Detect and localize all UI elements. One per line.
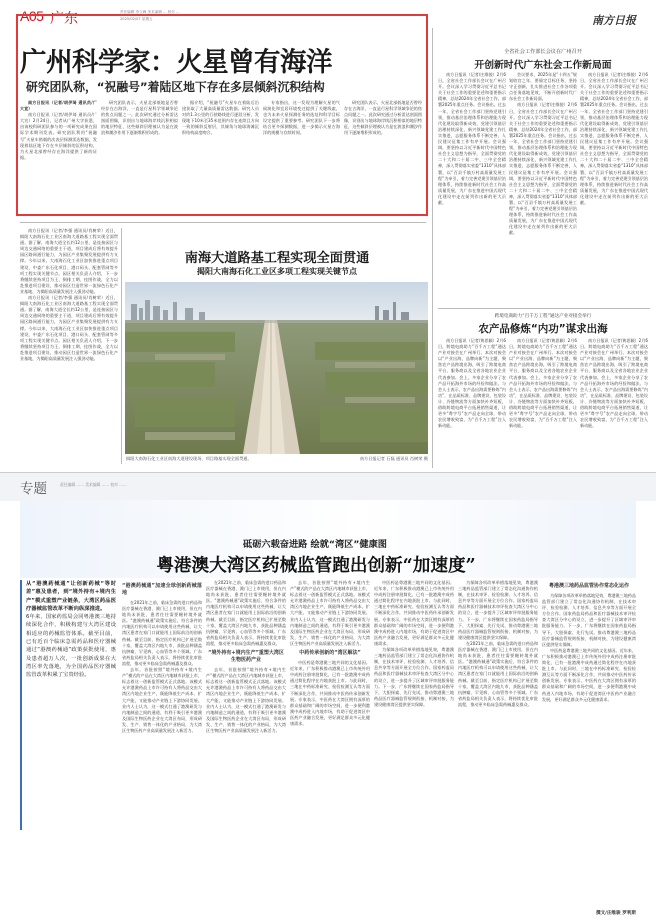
top-story-col-2 [101, 100, 178, 210]
top-story-subhead: 研究团队称，“祝融号”着陆区地下存在多层倾斜沉积结构 [26, 80, 325, 94]
top-story-bottom-rule [20, 222, 426, 223]
right-story-col-3 [580, 72, 648, 304]
photo-story-divider [121, 228, 122, 464]
feature-col-1 [122, 580, 202, 910]
right-story-body-3: 南方日报讯（记者/庄维骏）2月6日，全省社会工作部长会议在广州召开。会议深入学习贯彻习近平总书记关于社会工作的重要论述和重要指示精神，总结2024年全省社会工作，部署2025年重点任务。会议指出，过去一年，全省社会工作部门坚持党建引领，推动基层治理体系和治理能力现代化建设取得新成效，党建引领基层治理持续深化，新兴领域党建工作扎实推进，志愿服务体系不断完善，人民建议征集工作有序开展。会议强调，要坚持以习近平新时代中国特色社会主义思想为指导，全面贯彻党的二十大和二十届二中、三中全会精神，深入贯彻落实省委“1310”具体部署，以“百县千镇万村高质量发展工程”为牵引，着力完善党建引领基层治理体系，持续推进新时代社会工作高质量发展，为广东在推进中国式现代化建设中走在前列作出新的更大贡献。 [509, 102, 577, 236]
top-story-body-1-cont: 研究团队表示，火星北部低地是否曾经存在古海洋，一直是行星科学领域争论的焦点问题之一。此次研究通过分析雷达剖面图像，识别出与地球海岸线沉积相似的地层特征，这些倾斜层理被认为是在波浪和潮汐作用下逐渐堆积形成的。 [344, 100, 422, 136]
column-divider [432, 28, 433, 468]
feature-col-body-6b: 中医药是粤港澳三地共同的文化基因。近年来，广东积极推动港澳已上市传统外用中成药注册审批简化，已有一批港澳中成药通过简化程序在内地获批上市。与此同时，三地在中药标准研究、检验检测互认等方面不断深化合作，共同推动中医药传承创新发展。专家表示，中医药在大湾区拥有深厚的群众基础和广阔的市场空间，进一步便利港澳中成药进入内地市场，有助于促进湾区中医药产业融合发展，更好满足群众多元化健康需求。 [542, 647, 636, 702]
page-date: 2025/02/07 星期五 [120, 17, 153, 21]
feature-col-4 [374, 580, 454, 910]
feature-section-label: 专题 [20, 481, 47, 497]
page-code: A05 [20, 8, 44, 24]
top-story-col-3 [182, 100, 259, 210]
feature-sub-2: “境外持有+境内生产”重塑大湾区生物医药产业 [208, 650, 284, 664]
right-story2-col-2 [509, 338, 577, 466]
right-story-body: 南方日报讯（记者/庄维骏）2月6日，全省社会工作部长会议在广州召开。会议深入学习贯彻习近平总书记关于社会工作的重要论述和重要指示精神，总结2024年全省社会工作，部署2025年重点任务。会议指出，过去一年，全省社会工作部门坚持党建引领，推动基层治理体系和治理能力现代化建设取得新成效，党建引领基层治理持续深化，新兴领域党建工作扎实推进，志愿服务体系不断完善，人民建议征集工作有序开展。会议强调，要坚持以习近平新时代中国特色社会主义思想为指导，全面贯彻党的二十大和二十届二中、三中全会精神，深入贯彻落实省委“1310”具体部署，以“百县千镇万村高质量发展工程”为牵引，着力完善党建引领基层治理体系，持续推进新时代社会工作高质量发展，为广东在推进中国式现代化建设中走在前列作出新的更大贡献。 [438, 72, 506, 205]
right-story2-body-2: 南方日报讯（记者/黄思颖）2月6日，跨境电商助力“百千万工程”通达产业对接会在广州举行。本次对接会以“产业出海，品牌向新”为主题，聚焦农产品跨境出海，吸引了跨境电商平台、服务商以及全省各地农业企业代表参加。会上，多家企业分享了农产品开拓海外市场的经验和做法。与会人士表示，农产品出海需要修炼“内功”，在品质标准、品牌建设、包装设计、冷链物流等方面加快补齐短板，借助跨境电商平台拓展销售渠道，让更多“粤字号”农产品走向全球，带动农民增收致富，为“百千万工程”注入新动能。 [509, 338, 577, 429]
feature-col-body-2b: 去年，首批按照“境外持有+境内生产”模式的产品在大湾区内地城市获批上市，标志着这一创新监管模式正式落地。该模式允许港澳药品上市许可持有人将药品交由大湾区内地企业生产，既能降低生产成本、扩大产能，又能推动产业链上下游协同发展。业内人士认为，这一模式打通了港澳研发与内地制造之间的通道，有利于吸引更多港澳及国际生物医药企业在大湾区布局，形成研发、生产、销售一体化的产业格局，为大湾区生物医药产业高质量发展注入新活力。 [206, 667, 286, 733]
feature-col-2 [206, 580, 286, 910]
top-story-body-1: 南方日报讯（记者/胡伊琦 通讯员/广大宣）2月24日，记者从广州大学获悉，由该校科研团队参与的一项研究成果在国际学术期刊发表。研究团队利用“祝融号”火星车搭载的次表层探测雷达数据，发现着陆区地下存在多层倾斜的沉积结构，为火星北部曾经存在海洋提供了新的证据。 [20, 112, 97, 160]
feature-col-body-5: 为保障各项改革举措落地见效，粤港澳三地药品监管部门建立了常态化沟通协作机制，在技术审评、检验检测、人才培养、信息共享等方面开展全方位合作。国家药监局药品和医疗器械技术审评检查大湾区分中心的设立，进一步提升了区域审评审批服务能力。下一步，广东将继续在国家药监局指导下，大胆探索、先行先试，推动粤港澳三地药品医疗器械监管规则衔接、机制对接，为建设健康湾区提供坚实保障。 [458, 580, 538, 640]
photo-story-left-body: 南方日报讯（记者/李强 通讯员/肖树荣）近日，揭阳大南海石化工业区南海大道路基工程实现全面贯通。据了解，南海大道全长约12公里，是连接园区与周边交通网络的重要主干道，项目建成后将有效提升园区路网通行能力，为园区产业集聚发展提供有力支撑。今年以来，大南海石化工业区加快推进重点项目建设，中委广东石化项目、港口码头、配套管网等多项工程实现关键节点。园区相关负责人介绍，下一步将继续坚持项目为王，倒排工期、挂图作战，全力以赴推进项目建设，推动园区打造世界一流绿色石化产业基地，为揭阳高质量发展注入强劲动能。 [20, 228, 118, 294]
photo-story-headline: 南海大道路基工程实现全面贯通 [184, 251, 370, 266]
feature-sub-4: 粤港澳三地药品监管协作常态化运作 [548, 583, 629, 589]
feature-col-body-4: 中医药是粤港澳三地共同的文化基因。近年来，广东积极推动港澳已上市传统外用中成药注册审批简化，已有一批港澳中成药通过简化程序在内地获批上市。与此同时，三地在中药标准研究、检验检测互认等方面不断深化合作，共同推动中医药传承创新发展。专家表示，中医药在大湾区拥有深厚的群众基础和广阔的市场空间，进一步便利港澳中成药进入内地市场，有助于促进湾区中医药产业融合发展，更好满足群众多元化健康需求。 [374, 580, 454, 646]
top-story-body-2: 研究团队表示，火星北部低地是否曾经存在古海洋，一直是行星科学领域争论的焦点问题之一。此次研究通过分析雷达剖面图像，识别出与地球海岸线沉积相似的地层特征，这些倾斜层理被认为是在波浪和潮汐作用下逐渐堆积形成的。 [101, 100, 178, 136]
feature-col-body-6: 为保障各项改革举措落地见效，粤港澳三地药品监管部门建立了常态化沟通协作机制，在技术审评、检验检测、人才培养、信息共享等方面开展全方位合作。国家药监局药品和医疗器械技术审评检查大湾区分中心的设立，进一步提升了区域审评审批服务能力。下一步，广东将继续在国家药监局指导下，大胆探索、先行先试，推动粤港澳三地药品医疗器械监管规则衔接、机制对接，为建设健康湾区提供坚实保障。 [542, 593, 636, 647]
right-story2-body-3: 南方日报讯（记者/黄思颖）2月6日，跨境电商助力“百千万工程”通达产业对接会在广州举行。本次对接会以“产业出海，品牌向新”为主题，聚焦农产品跨境出海，吸引了跨境电商平台、服务商以及全省各地农业企业代表参加。会上，多家企业分享了农产品开拓海外市场的经验和做法。与会人士表示，农产品出海需要修炼“内功”，在品质标准、品牌建设、包装设计、冷链物流等方面加快补齐短板，借助跨境电商平台拓展销售渠道，让更多“粤字号”农产品走向全球，带动农民增收致富，为“百千万工程”注入新动能。 [580, 338, 648, 429]
right-story2-headline: 农产品修炼“内功”谋求出海 [478, 323, 608, 335]
feature-col-body-4b: 为保障各项改革举措落地见效，粤港澳三地药品监管部门建立了常态化沟通协作机制，在技术审评、检验检测、人才培养、信息共享等方面开展全方位合作。国家药监局药品和医疗器械技术审评检查大湾区分中心的设立，进一步提升了区域审评审批服务能力。下一步，广东将继续在国家药监局指导下，大胆探索、先行先试，推动粤港澳三地药品医疗器械监管规则衔接、机制对接，为建设健康湾区提供坚实保障。 [374, 647, 454, 707]
right-story-body-4: 南方日报讯（记者/庄维骏）2月6日，全省社会工作部长会议在广州召开。会议深入学习贯彻习近平总书记关于社会工作的重要论述和重要指示精神，总结2024年全省社会工作，部署2025年重点任务。会议指出，过去一年，全省社会工作部门坚持党建引领，推动基层治理体系和治理能力现代化建设取得新成效，党建引领基层治理持续深化，新兴领域党建工作扎实推进，志愿服务体系不断完善，人民建议征集工作有序开展。会议强调，要坚持以习近平新时代中国特色社会主义思想为指导，全面贯彻党的二十大和二十届二中、三中全会精神，深入贯彻落实省委“1310”具体部署，以“百县千镇万村高质量发展工程”为牵引，着力完善党建引领基层治理体系，持续推进新时代社会工作高质量发展，为广东在推进中国式现代化建设中走在前列作出新的更大贡献。 [580, 72, 648, 205]
photo-credit: 南方日报记者 石磊 通讯员 肖树荣 摄 [359, 456, 428, 461]
photo-story-left-col [20, 228, 118, 466]
feature-sub-3: 中药传承创新的“湾区解法” [299, 650, 361, 657]
feature-kicker: 砥砺六载奋进路 绘就“湾区”健康图 [243, 539, 387, 550]
right-story-kicker: 全省社会工作部长会议在广州召开 [504, 49, 582, 55]
top-story-body-4: 专家指出，这一发现为理解火星的气候演化和宜居环境变迁提供了关键线索，也为未来火星探测任务的选址和科学目标设定提供了重要参考。研究团队下一步将结合更多探测数据，进一步揭示火星古海洋的规模与存续时间。 [263, 100, 340, 136]
feature-intro-box [20, 580, 116, 830]
feature-headline: 粤港澳大湾区药械监管跑出创新“加速度” [156, 555, 476, 576]
feature-col-body-1b: 去年，首批按照“境外持有+境内生产”模式的产品在大湾区内地城市获批上市，标志着这一创新监管模式正式落地。该模式允许港澳药品上市许可持有人将药品交由大湾区内地企业生产，既能降低生产成本、扩大产能，又能推动产业链上下游协同发展。业内人士认为，这一模式打通了港澳研发与内地制造之间的通道，有利于吸引更多港澳及国际生物医药企业在大湾区布局，形成研发、生产、销售一体化的产业格局，为大湾区生物医药产业高质量发展注入新活力。 [122, 667, 202, 733]
feature-intro-body: 6年来，国家药监局会同粤港澳三地持续深化合作，积极构建与大湾区建设相适应的药械监管体系。截至目前，已有近百个临床急需药品和医疗器械通过“港澳药械通”政策获批使用，惠及患者超万人次，一批创新成果在大湾区率先落地，为全国药品医疗器械监管改革积累了宝贵经验。 [26, 614, 116, 679]
photo-caption: 揭阳大南海石化工业区南海大道建设现场，项目路基实现全面贯通。 [126, 456, 252, 461]
feature-col-3 [290, 580, 370, 910]
page-section: 广东 [50, 11, 78, 27]
road-construction-photo [125, 282, 428, 454]
newspaper-logo: 南方日报 [592, 14, 636, 27]
top-story-byline: 南方日报讯（记者/胡伊琦 通讯员/广大宣） [20, 100, 97, 112]
right-story2-kicker: 跨境电商助力“百千万工程”通达产业对接会举行 [494, 314, 592, 319]
top-story-col-1 [20, 100, 97, 210]
right-story2-body: 南方日报讯（记者/黄思颖）2月6日，跨境电商助力“百千万工程”通达产业对接会在广州举行。本次对接会以“产业出海，品牌向新”为主题，聚焦农产品跨境出海，吸引了跨境电商平台、服务商以及全省各地农业企业代表参加。会上，多家企业分享了农产品开拓海外市场的经验和做法。与会人士表示，农产品出海需要修炼“内功”，在品质标准、品牌建设、包装设计、冷链物流等方面加快补齐短板，借助跨境电商平台拓展销售渠道，让更多“粤字号”农产品走向全球，带动农民增收致富，为“百千万工程”注入新动能。 [438, 338, 506, 429]
right-story2-col-3 [580, 338, 648, 466]
right-divider [438, 308, 650, 309]
feature-col-body-5b: 在2021年之前，临床急需的进口药品和医疗器械在香港、澳门已上市使用，但在内地尚未获批，患者往往需要辗转境外就医。“港澳药械通”政策实施后，符合条件的内地医疗机构可以申请使用这些药械，让大湾区患者在家门口就能用上国际前沿的创新药械。截至目前，指定医疗机构已扩展至数十家，覆盖大湾区内地九市，获批品种涵盖抗肿瘤、罕见病、心血管等多个领域。广东省药监局相关负责人表示，将持续优化审批流程，推动更多临床急需药械惠及群众。 [458, 640, 538, 707]
right-story-body-2: 会议要求，2025年是“十四五”规划收官之年，要锚定目标任务，坚持守正创新，扎实推进社会工作各项重点任务落地见效，不断开创新时代广东社会工作新局面。 [509, 72, 577, 102]
page-editors: 责任编辑 李文峰 美术编辑 … 校对 … [120, 10, 180, 14]
top-story-col-4 [263, 100, 340, 210]
top-story-body-3: 据介绍，“祝融号”火星车在着陆后沿途获取了大量高质量雷达数据。研究人员对约1.3公里的行驶路线进行逐段分析，发现地下10米至35米范围内存在连续且方向一致的倾斜反射层，其倾角与地球海滩沉积结构高度吻合。 [182, 100, 259, 136]
right-story-headline: 开创新时代广东社会工作新局面 [474, 60, 612, 71]
feature-col-5 [458, 580, 538, 910]
right-story-col-2 [509, 72, 577, 304]
feature-col-body-3b: 中医药是粤港澳三地共同的文化基因。近年来，广东积极推动港澳已上市传统外用中成药注册审批简化，已有一批港澳中成药通过简化程序在内地获批上市。与此同时，三地在中药标准研究、检验检测互认等方面不断深化合作，共同推动中医药传承创新发展。专家表示，中医药在大湾区拥有深厚的群众基础和广阔的市场空间，进一步便利港澳中成药进入内地市场，有助于促进湾区中医药产业融合发展，更好满足群众多元化健康需求。 [290, 660, 370, 726]
feature-sub-1: “港澳药械通”加速全球创新药械落地 [122, 583, 202, 596]
feature-col-6 [542, 580, 636, 910]
feature-col-body-2: 在2021年之前，临床急需的进口药品和医疗器械在香港、澳门已上市使用，但在内地尚未获批，患者往往需要辗转境外就医。“港澳药械通”政策实施后，符合条件的内地医疗机构可以申请使用这些药械，让大湾区患者在家门口就能用上国际前沿的创新药械。截至目前，指定医疗机构已扩展至数十家，覆盖大湾区内地九市，获批品种涵盖抗肿瘤、罕见病、心血管等多个领域。广东省药监局相关负责人表示，将持续优化审批流程，推动更多临床急需药械惠及群众。 [206, 580, 286, 646]
feature-section-meta: 责任编辑 …… 美术编辑 …… 校对 …… [60, 482, 127, 487]
top-story-col-5 [344, 100, 422, 210]
photo-story-subhead: 揭阳大南海石化工业区多项工程实现关键节点 [197, 267, 357, 276]
feature-col-body-3: 去年，首批按照“境外持有+境内生产”模式的产品在大湾区内地城市获批上市，标志着这一创新监管模式正式落地。该模式允许港澳药品上市许可持有人将药品交由大湾区内地企业生产，既能降低生产成本、扩大产能，又能推动产业链上下游协同发展。业内人士认为，这一模式打通了港澳研发与内地制造之间的通道，有利于吸引更多港澳及国际生物医药企业在大湾区布局，形成研发、生产、销售一体化的产业格局，为大湾区生物医药产业高质量发展注入新活力。 [290, 580, 370, 646]
right-story-col-1 [438, 72, 506, 304]
feature-intro-lead: 从“港澳药械通”让创新药械“等时差”惠及患者，到“境外持有+境内生产”模式重塑产业链条，大湾区药品医疗器械监管改革不断向纵深推进。 [26, 581, 116, 612]
feature-byline: 撰文/庄维骏 罗利斯 [595, 911, 636, 916]
right-story2-col-1 [438, 338, 506, 466]
photo-story-left-body-2: 南方日报讯（记者/李强 通讯员/肖树荣）近日，揭阳大南海石化工业区南海大道路基工程实现全面贯通。据了解，南海大道全长约12公里，是连接园区与周边交通网络的重要主干道，项目建成后将有效提升园区路网通行能力，为园区产业集聚发展提供有力支撑。今年以来，大南海石化工业区加快推进重点项目建设，中委广东石化项目、港口码头、配套管网等多项工程实现关键节点。园区相关负责人介绍，下一步将继续坚持项目为王，倒排工期、挂图作战，全力以赴推进项目建设，推动园区打造世界一流绿色石化产业基地，为揭阳高质量发展注入强劲动能。 [20, 295, 118, 361]
feature-col-body-1: 在2021年之前，临床急需的进口药品和医疗器械在香港、澳门已上市使用，但在内地尚未获批，患者往往需要辗转境外就医。“港澳药械通”政策实施后，符合条件的内地医疗机构可以申请使用这些药械，让大湾区患者在家门口就能用上国际前沿的创新药械。截至目前，指定医疗机构已扩展至数十家，覆盖大湾区内地九市，获批品种涵盖抗肿瘤、罕见病、心血管等多个领域。广东省药监局相关负责人表示，将持续优化审批流程，推动更多临床急需药械惠及群众。 [122, 600, 202, 666]
top-story-headline: 广州科学家：火星曾有海洋 [20, 47, 332, 78]
